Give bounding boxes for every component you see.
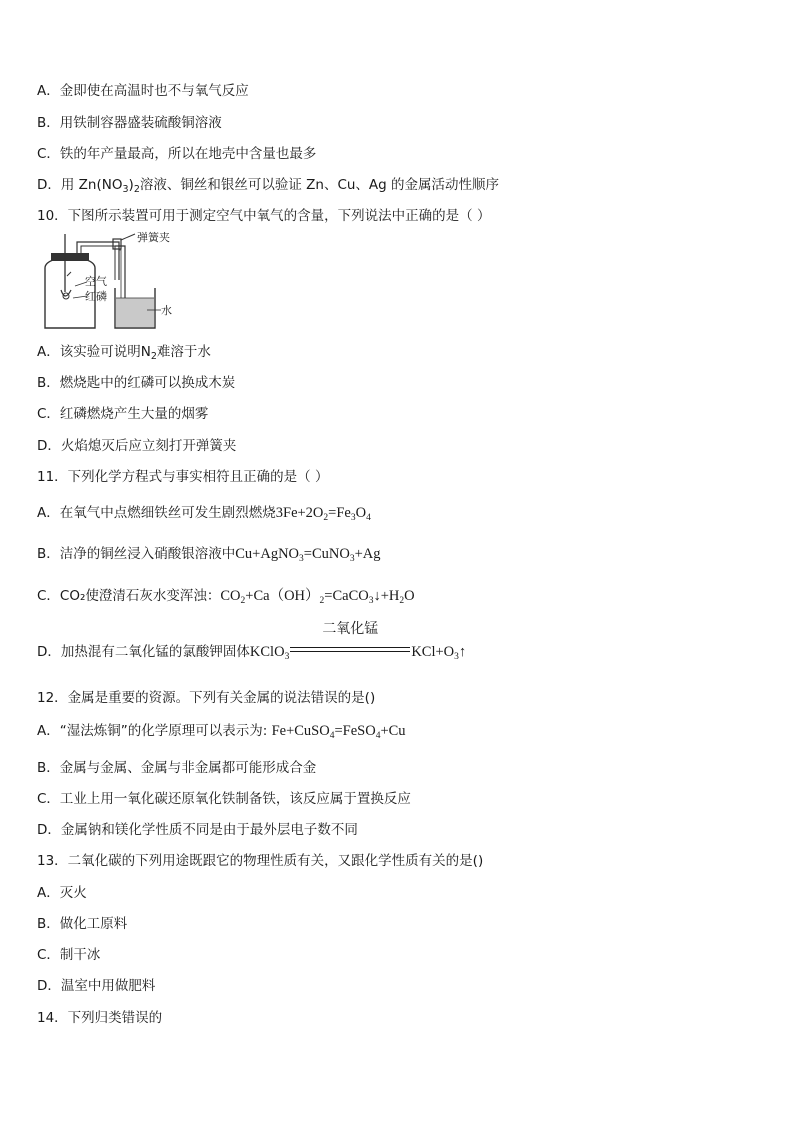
q13-stem: 13．二氧化碳的下列用途既跟它的物理性质有关，又跟化学性质有关的是() (37, 853, 484, 869)
q12-option-a: A．“湿法炼铜”的化学原理可以表示为: Fe+CuSO$_4$=FeSO$_4$+Cu (37, 723, 406, 741)
reaction-condition: 二氧化锰 (290, 640, 410, 658)
q10-option-b: B．燃烧匙中的红磷可以换成木炭 (37, 375, 236, 391)
q9-option-a: A．金即使在高温时也不与氧气反应 (37, 83, 249, 99)
apparatus-figure (37, 230, 182, 335)
q12-stem: 12．金属是重要的资源。下列有关金属的说法错误的是() (37, 690, 376, 706)
q10-stem: 10．下图所示装置可用于测定空气中氧气的含量，下列说法中正确的是（ ） (37, 208, 491, 224)
q9-option-d: D．用 $Zn(NO_3)_2$溶液、铜丝和银丝可以验证 Zn、Cu、Ag 的金属活动性顺序 (37, 177, 500, 195)
label-water: 水 (161, 304, 172, 317)
apparatus-diagram (37, 230, 182, 335)
q9-option-b: B．用铁制容器盛装硫酸铜溶液 (37, 115, 222, 131)
q11-stem: 11．下列化学方程式与事实相符且正确的是（ ） (37, 469, 329, 485)
q10-option-c: C．红磷燃烧产生大量的烟雾 (37, 406, 209, 422)
q9-option-c: C．铁的年产量最高，所以在地壳中含量也最多 (37, 146, 317, 162)
q12-option-d: D．金属钠和镁化学性质不同是由于最外层电子数不同 (37, 822, 358, 838)
q11-option-c: C．CO₂使澄清石灰水变浑浊：$CO_2+Ca(OH)_2=CaCO_3↓+H_2O$ (37, 588, 415, 606)
q12-option-b: B．金属与金属、金属与非金属都可能形成合金 (37, 760, 317, 776)
q14-stem: 14．下列归类错误的 (37, 1010, 163, 1026)
q10-option-d: D．火焰熄灭后应立刻打开弹簧夹 (37, 438, 237, 454)
q13-option-c: C．制干冰 (37, 947, 101, 963)
label-phosphorus: 红磷 (85, 290, 107, 303)
q13-option-b: B．做化工原料 (37, 916, 128, 932)
q13-option-a: A．灭火 (37, 885, 87, 901)
q11-option-a: A．在氧气中点燃细铁丝可发生剧烈燃烧$3Fe+2O_2=Fe_3O_4$ (37, 505, 371, 523)
q11-option-d: D．加热混有二氧化锰的氯酸钾固体KClO$_3$ 二氧化锰 $KCl+O_3↑$ (37, 621, 467, 662)
label-air: 空气 (85, 275, 107, 288)
q13-option-d: D．温室中用做肥料 (37, 978, 156, 994)
label-clamp: 弹簧夹 (137, 231, 170, 244)
q10-option-a: A．该实验可说明$N_2$难溶于水 (37, 344, 211, 362)
q11-option-b: B．洁净的铜丝浸入硝酸银溶液中Cu+AgNO$_3$=CuNO$_3$+Ag (37, 546, 381, 564)
q12-option-c: C．工业上用一氧化碳还原氧化铁制备铁，该反应属于置换反应 (37, 791, 411, 807)
